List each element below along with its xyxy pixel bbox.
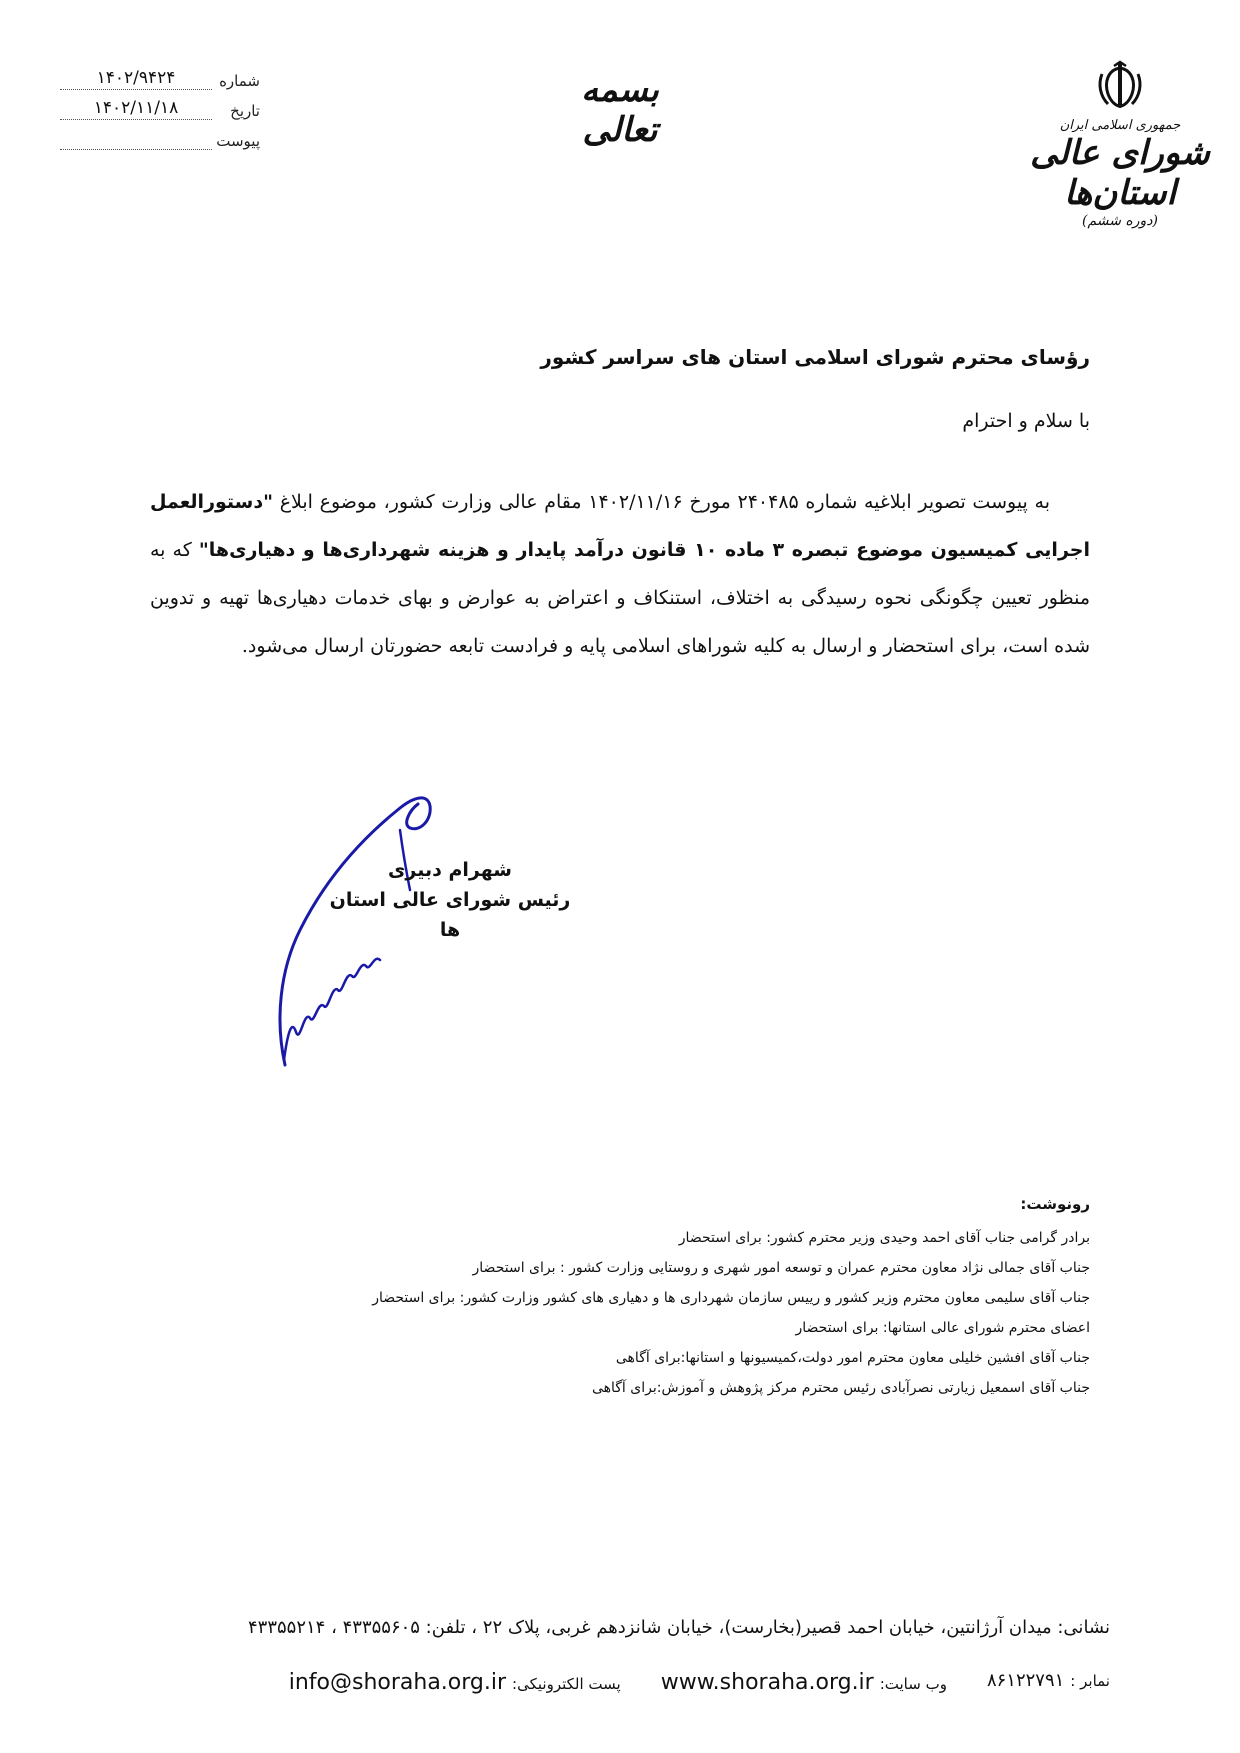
council-logo (1030, 60, 1210, 229)
letter-date-row (60, 90, 260, 120)
fax-number: ۸۶۱۲۲۷۹۱ (986, 1670, 1065, 1691)
signer-name: شهرام دبیری (388, 859, 512, 881)
cc-item: برادر گرامی جناب آقای احمد وحیدی وزیر محترم کشور: برای استحضار (678, 1230, 1090, 1246)
footer-fax (987, 1670, 1110, 1695)
cc-item: اعضای محترم شورای عالی استانها: برای استحضار (795, 1320, 1090, 1336)
letter-body-end: که به منظور تعیین چگونگی نحوه رسیدگی به اختلاف، استنکاف و اعتراض به عوارض و بهای خدمات دهیاری‌ها تهیه و تدوین شده است، برای استحضار و ارسال به کلیه شوراهای اسلامی پایه و فرادست تابعه حضورتان ارسال می‌شود. (150, 539, 1091, 657)
logo-council-name: شورای عالی استان‌ها (1030, 133, 1210, 213)
footer-email (289, 1670, 621, 1695)
logo-period: (دوره ششم) (1081, 213, 1158, 229)
fax-label: نمابر : (1070, 1672, 1110, 1690)
email-label: پست الکترونیکی: (512, 1675, 621, 1693)
letter-body-start: به پیوست تصویر ابلاغیه شماره ۲۴۰۴۸۵ مورخ ۱۴۰۲/۱۱/۱۶ مقام عالی وزارت کشور، موضوع ابلاغ (273, 491, 1051, 513)
signer-title: رئیس شورای عالی استان ها (329, 889, 571, 941)
letter-number-label: شماره (219, 72, 260, 90)
letter-body (150, 478, 1090, 670)
cc-list (90, 1195, 1090, 1403)
letter-date-value: ۱۴۰۲/۱۱/۱۸ (60, 98, 212, 120)
letter-number-value: ۱۴۰۲/۹۴۲۴ (60, 68, 212, 90)
letter-date-label: تاریخ (230, 102, 260, 120)
signature-block (320, 855, 580, 945)
letter-attachment-row (60, 120, 260, 150)
iran-emblem-icon (1094, 60, 1146, 112)
cc-item: جناب آقای اسمعیل زیارتی نصرآبادی رئیس محترم مرکز پژوهش و آموزش:برای آگاهی (591, 1380, 1090, 1396)
footer-website (661, 1670, 947, 1695)
email-link[interactable]: info@shoraha.org.ir (288, 1670, 507, 1695)
footer-address: نشانی: میدان آرژانتین، خیابان احمد قصیر(بخارست)، خیابان شانزدهم غربی، پلاک ۲۲ ، تلفن: ۴۳۳۵۵۶۰۵ ، ۴۳۳۵۵۲۱۴ (248, 1617, 1110, 1638)
letter-attachment-label: پیوست (216, 132, 260, 150)
cc-item: جناب آقای سلیمی معاون محترم وزیر کشور و رییس سازمان شهرداری ها و دهیاری های کشور وزارت کشور: برای استحضار (372, 1290, 1090, 1306)
logo-subtitle: جمهوری اسلامی ایران (1059, 118, 1181, 133)
cc-item: جناب آقای جمالی نژاد معاون محترم عمران و توسعه امور شهری و روستایی وزارت کشور : برای استحضار (472, 1260, 1090, 1276)
website-link[interactable]: www.shoraha.org.ir (660, 1670, 874, 1695)
footer-contacts (170, 1670, 1110, 1695)
letter-addressee: رؤسای محترم شورای اسلامی استان های سراسر کشور (540, 345, 1090, 369)
letter-greeting: با سلام و احترام (962, 410, 1090, 432)
letter-body-subject: "دستورالعمل اجرایی کمیسیون موضوع تبصره ۳ ماده ۱۰ قانون درآمد پایدار و هزینه شهرداری‌ها و دهیاری‌ها" (150, 491, 1090, 561)
letter-meta (60, 60, 260, 150)
cc-title: رونوشت: (1020, 1195, 1090, 1213)
letter-attachment-value (60, 128, 212, 150)
bismillah-heading: بسمه تعالی (581, 70, 659, 150)
website-label: وب سایت: (879, 1675, 947, 1693)
letter-number-row (60, 60, 260, 90)
cc-item: جناب آقای افشین خلیلی معاون محترم امور دولت،کمیسیونها و استانها:برای آگاهی (615, 1350, 1090, 1366)
